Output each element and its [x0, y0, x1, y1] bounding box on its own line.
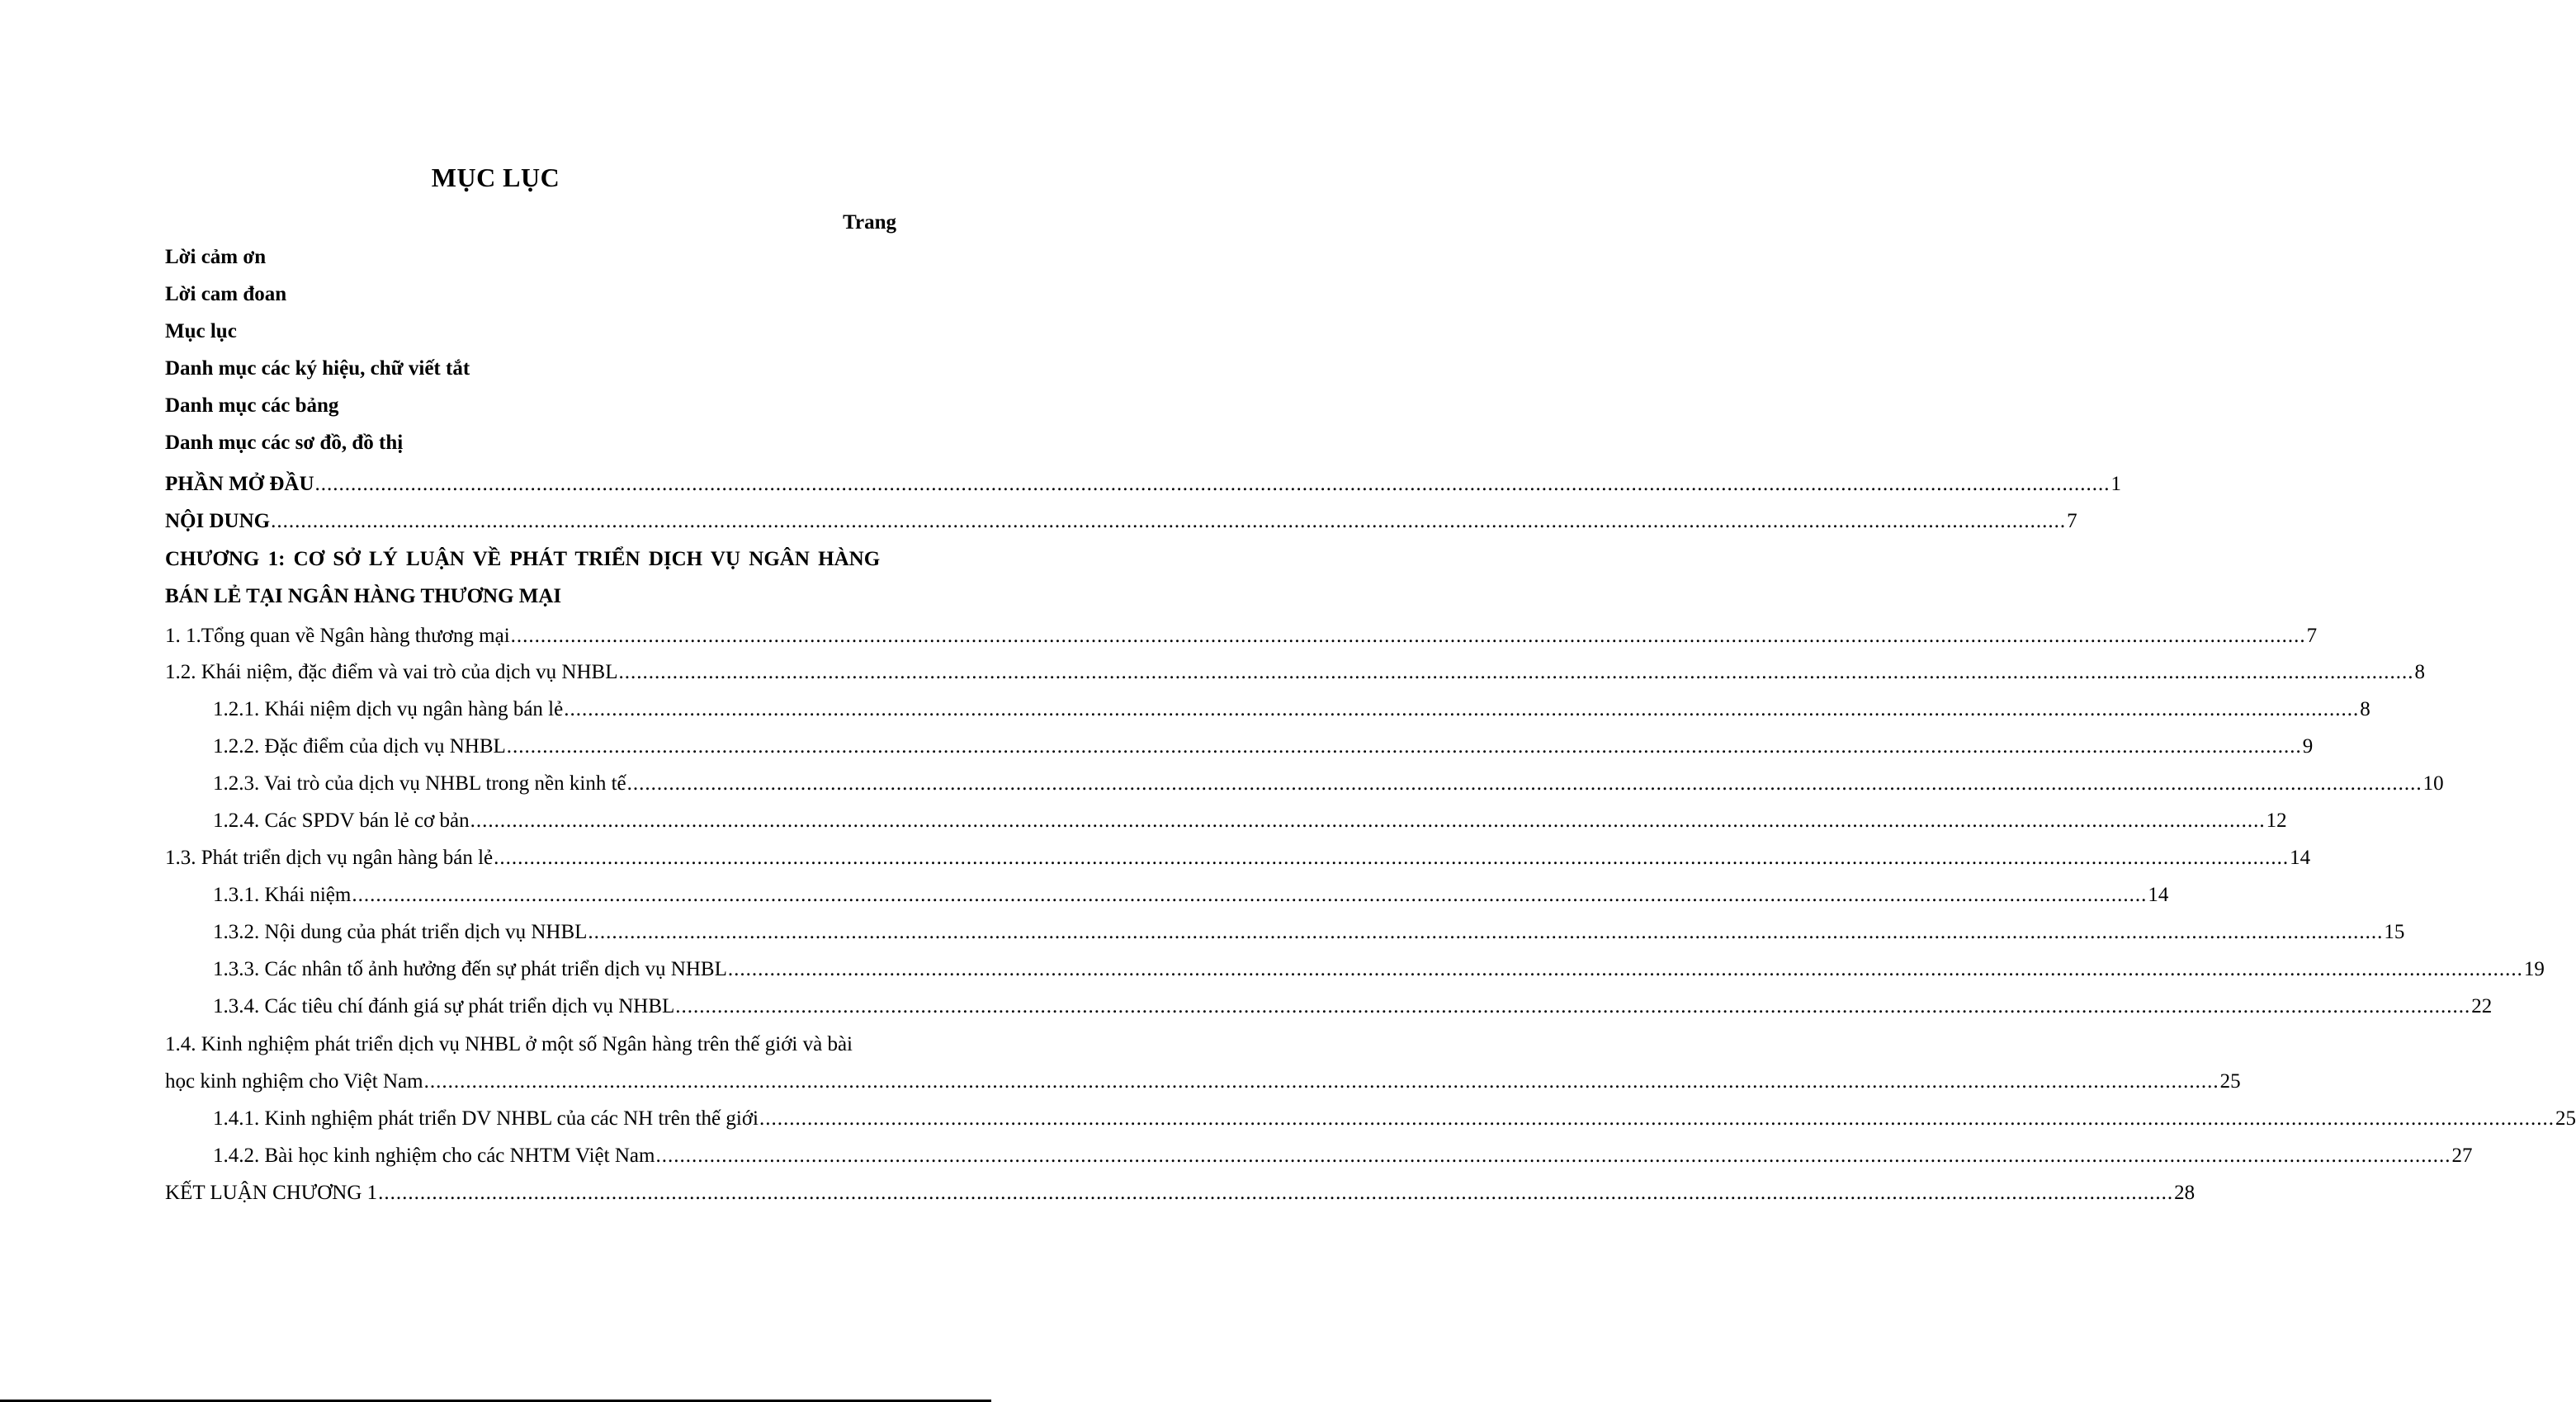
page-column-header: Trang	[843, 211, 896, 234]
dot-leader: ............................................................................................................................................................................................................................................................................................................	[352, 884, 2148, 906]
toc-entry	[213, 809, 2287, 833]
toc-entry-text: học kinh nghiệm cho Việt Nam	[165, 1070, 423, 1093]
toc-entry	[213, 957, 2545, 982]
toc-entry-text: 1.4. Kinh nghiệm phát triển dịch vụ NHBL ở một số Ngân hàng trên thế giới và bài	[165, 1033, 853, 1055]
toc-page-number: 28	[2174, 1182, 2196, 1204]
toc-page-number: 7	[2306, 625, 2318, 647]
toc-entry	[165, 431, 896, 456]
toc-page-number: 14	[2148, 884, 2169, 906]
toc-title: MỤC LỤC	[431, 163, 560, 192]
toc-entry-text: 1. 1.Tổng quan về Ngân hàng thương mại	[165, 625, 510, 647]
toc-entry-text: 1.2. Khái niệm, đặc điểm và vai trò của dịch vụ NHBL	[165, 661, 618, 683]
toc-entry	[165, 245, 896, 270]
dot-leader: ............................................................................................................................................................................................................................................................................................................	[510, 625, 2306, 647]
toc-entry-text: Lời cam đoan	[165, 283, 287, 305]
toc-entry	[165, 660, 2425, 685]
toc-entry-text: 1.2.2. Đặc điểm của dịch vụ NHBL	[213, 735, 506, 758]
toc-entry-text: BÁN LẺ TẠI NGÂN HÀNG THƯƠNG MẠI	[165, 585, 562, 607]
toc-entry	[165, 846, 2311, 871]
dot-leader: ............................................................................................................................................................................................................................................................................................................	[727, 958, 2523, 980]
dot-leader: ............................................................................................................................................................................................................................................................................................................	[378, 1182, 2174, 1204]
toc-page-number: 22	[2471, 995, 2493, 1017]
toc-entry-text: 1.3.4. Các tiêu chí đánh giá sự phát triển dịch vụ NHBL	[213, 995, 675, 1017]
toc-entry	[213, 1144, 2473, 1168]
toc-entry	[165, 282, 896, 307]
toc-page-number: 8	[2414, 661, 2425, 683]
toc-page-number: 12	[2266, 810, 2287, 832]
toc-entry-text: 1.4.2. Bài học kinh nghiệm cho các NHTM Việt Nam	[213, 1145, 655, 1167]
toc-entry	[165, 547, 896, 572]
dot-leader: ............................................................................................................................................................................................................................................................................................................	[675, 995, 2471, 1017]
toc-entry-text: 1.2.3. Vai trò của dịch vụ NHBL trong nền kinh tế	[213, 772, 626, 795]
toc-entry	[165, 584, 896, 609]
toc-entry	[165, 624, 2318, 649]
toc-entry	[165, 1032, 896, 1057]
toc-entry	[165, 319, 896, 344]
dot-leader: ............................................................................................................................................................................................................................................................................................................	[655, 1145, 2451, 1167]
dot-leader: ............................................................................................................................................................................................................................................................................................................	[759, 1107, 2555, 1130]
toc-entry-text: PHẦN MỞ ĐẦU	[165, 473, 314, 495]
toc-entry	[165, 356, 896, 381]
toc-entry-text: 1.3.3. Các nhân tố ảnh hưởng đến sự phát triển dịch vụ NHBL	[213, 958, 727, 980]
toc-entry	[213, 772, 2444, 796]
dot-leader: ............................................................................................................................................................................................................................................................................................................	[470, 810, 2266, 832]
toc-entry-text: Danh mục các bảng	[165, 394, 339, 417]
toc-entry-text: NỘI DUNG	[165, 510, 271, 532]
toc-entry-text: 1.4.1. Kinh nghiệm phát triển DV NHBL của các NH trên thế giới	[213, 1107, 759, 1130]
toc-entry-text: 1.2.1. Khái niệm dịch vụ ngân hàng bán lẻ	[213, 698, 564, 720]
dot-leader: ............................................................................................................................................................................................................................................................................................................	[506, 735, 2302, 758]
dot-leader: ............................................................................................................................................................................................................................................................................................................	[494, 847, 2290, 869]
dot-leader: ............................................................................................................................................................................................................................................................................................................	[618, 661, 2414, 683]
dot-leader: ............................................................................................................................................................................................................................................................................................................	[314, 473, 2110, 495]
dot-leader: ............................................................................................................................................................................................................................................................................................................	[271, 510, 2067, 532]
toc-page-number: 19	[2523, 958, 2545, 980]
toc-page-number: 27	[2451, 1145, 2473, 1167]
toc-entry	[165, 1181, 2196, 1206]
toc-entry	[213, 883, 2169, 908]
toc-entry	[213, 920, 2405, 945]
dot-leader: ............................................................................................................................................................................................................................................................................................................	[588, 921, 2384, 943]
dot-leader: ............................................................................................................................................................................................................................................................................................................	[423, 1070, 2219, 1093]
toc-page-number: 10	[2422, 772, 2444, 795]
toc-entry-text: Danh mục các sơ đồ, đồ thị	[165, 432, 404, 454]
toc-entry	[165, 472, 2122, 497]
toc-page-number: 8	[2360, 698, 2370, 720]
toc-entry-text: Mục lục	[165, 320, 237, 342]
toc-entry-text: 1.2.4. Các SPDV bán lẻ cơ bản	[213, 810, 470, 832]
toc-entry-text: 1.3. Phát triển dịch vụ ngân hàng bán lẻ	[165, 847, 494, 869]
toc-page-number: 25	[2219, 1070, 2241, 1093]
toc-entry-text: KẾT LUẬN CHƯƠNG 1	[165, 1182, 378, 1204]
toc-entry-text: CHƯƠNG 1: CƠ SỞ LÝ LUẬN VỀ PHÁT TRIỂN DỊCH VỤ NGÂN HÀNG	[165, 548, 881, 570]
toc-page-number: 7	[2067, 510, 2077, 532]
toc-entry-text: Danh mục các ký hiệu, chữ viết tắt	[165, 357, 470, 380]
toc-entry	[213, 1107, 2576, 1131]
toc-entry	[213, 734, 2314, 759]
toc-page-number: 9	[2302, 735, 2314, 758]
toc-entry-text: Lời cảm ơn	[165, 246, 267, 268]
dot-leader: ............................................................................................................................................................................................................................................................................................................	[626, 772, 2422, 795]
toc-entry	[213, 994, 2493, 1019]
toc-entry	[165, 1069, 2241, 1094]
toc-page-number: 15	[2384, 921, 2405, 943]
toc-entry	[165, 394, 896, 418]
toc-entry	[213, 697, 2370, 722]
toc-page-number: 25	[2555, 1107, 2576, 1130]
toc-entry-text: 1.3.2. Nội dung của phát triển dịch vụ NHBL	[213, 921, 588, 943]
dot-leader: ............................................................................................................................................................................................................................................................................................................	[564, 698, 2360, 720]
toc-page-number: 1	[2110, 473, 2122, 495]
toc-page-number: 14	[2290, 847, 2311, 869]
toc-entry	[165, 509, 2077, 534]
toc-entry-text: 1.3.1. Khái niệm	[213, 884, 352, 906]
